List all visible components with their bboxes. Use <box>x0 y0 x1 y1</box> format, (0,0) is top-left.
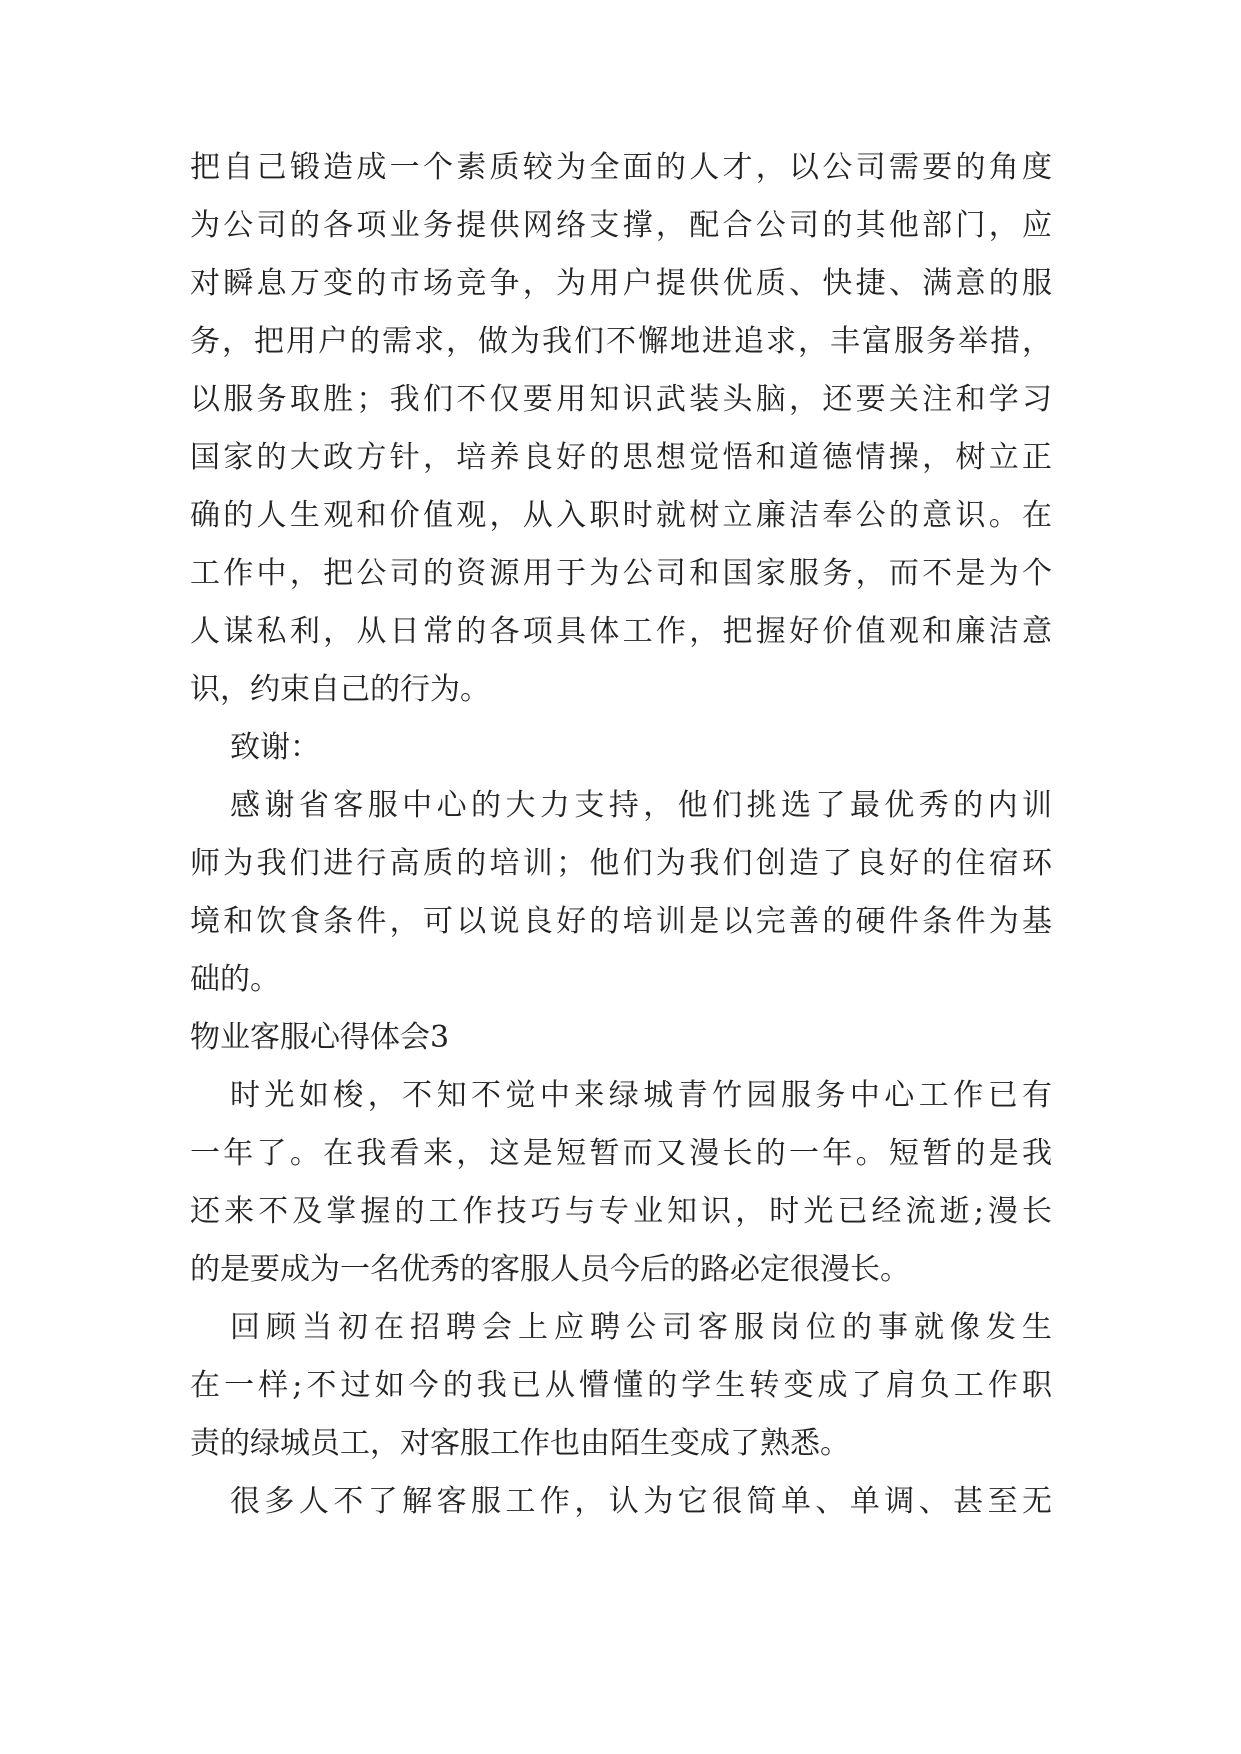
acknowledgement-section <box>190 719 1057 1009</box>
text-line: 为公司的各项业务提供网络支撑，配合公司的其他部门，应 <box>190 208 1056 243</box>
acknowledgement-heading: 致谢： <box>230 730 320 765</box>
text-line: 础的。 <box>190 962 280 997</box>
text-line: 一年了。在我看来，这是短暂而又漫长的一年。短暂的是我 <box>190 1136 1056 1171</box>
text-line: 回顾当初在招聘会上应聘公司客服岗位的事就像发生 <box>230 1310 1058 1345</box>
text-line: 责的绿城员工，对客服工作也由陌生变成了熟悉。 <box>190 1426 850 1461</box>
text-line: 识，约束自己的行为。 <box>190 672 490 707</box>
text-line: 还来不及掌握的工作技巧与专业知识，时光已经流逝;漫长 <box>190 1194 1057 1229</box>
text-line: 人谋私利，从日常的各项具体工作，把握好价值观和廉洁意 <box>190 614 1056 649</box>
text-line: 对瞬息万变的市场竞争，为用户提供优质、快捷、满意的服 <box>190 266 1056 301</box>
document-body <box>190 139 1058 1531</box>
text-line: 务，把用户的需求，做为我们不懈地进追求，丰富服务举措， <box>190 324 1054 359</box>
paragraph <box>190 1299 1058 1473</box>
text-line: 以服务取胜；我们不仅要用知识武装头脑，还要关注和学习 <box>190 382 1056 417</box>
text-line: 在一样;不过如今的我已从懵懂的学生转变成了肩负工作职 <box>190 1368 1057 1403</box>
text-line: 国家的大政方针，培养良好的思想觉悟和道德情操，树立正 <box>190 440 1056 475</box>
text-line: 把自己锻造成一个素质较为全面的人才，以公司需要的角度 <box>190 150 1056 185</box>
text-line: 很多人不了解客服工作，认为它很简单、单调、甚至无 <box>230 1484 1057 1519</box>
text-line: 师为我们进行高质的培训；他们为我们创造了良好的住宿环 <box>190 846 1056 881</box>
text-line: 境和饮食条件，可以说良好的培训是以完善的硬件条件为基 <box>190 904 1056 939</box>
text-line: 工作中，把公司的资源用于为公司和国家服务，而不是为个 <box>190 556 1056 591</box>
paragraph <box>190 1067 1057 1299</box>
text-line: 时光如梭，不知不觉中来绿城青竹园服务中心工作已有 <box>230 1078 1057 1113</box>
text-line: 的是要成为一名优秀的客服人员今后的路必定很漫长。 <box>190 1252 910 1287</box>
continued-paragraph <box>190 139 1056 719</box>
section-title: 物业客服心得体会3 <box>190 1020 450 1055</box>
text-line: 确的人生观和价值观，从入职时就树立廉洁奉公的意识。在 <box>190 498 1056 533</box>
paragraph <box>190 1473 1057 1531</box>
text-line: 感谢省客服中心的大力支持，他们挑选了最优秀的内训 <box>230 788 1057 823</box>
